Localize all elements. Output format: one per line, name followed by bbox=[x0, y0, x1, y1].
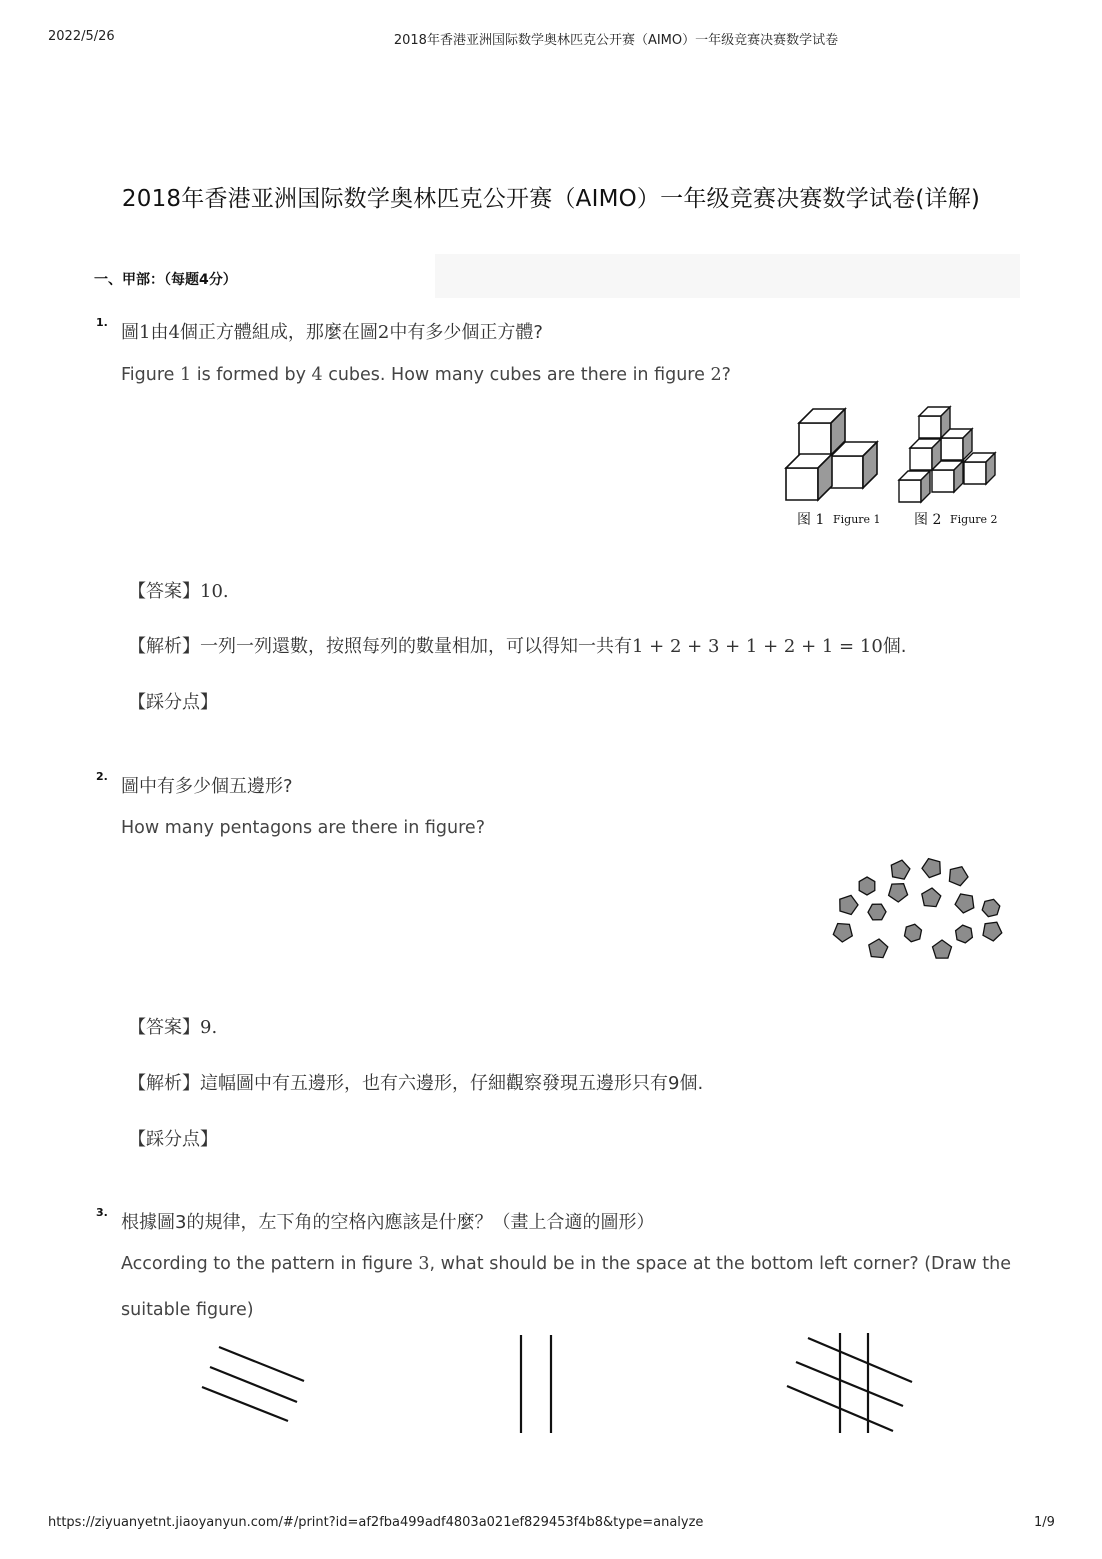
question-number: 2. bbox=[96, 770, 108, 783]
question-text-en: How many pentagons are there in figure? bbox=[121, 818, 485, 838]
analysis-line: 【解析】這幅圖中有五邊形，也有六邊形，仔細觀察發現五邊形只有9個. bbox=[128, 1073, 704, 1094]
figure2-caption-en: Figure 2 bbox=[950, 513, 998, 526]
figure1-caption-en: Figure 1 bbox=[833, 513, 881, 526]
scoring-points: 【踩分点】 bbox=[128, 1129, 218, 1150]
print-header-title: 2018年香港亚洲国际数学奥林匹克公开赛（AIMO）一年级竞赛决赛数学试卷 bbox=[393, 33, 839, 48]
question-text-zh: 圖1由4個正方體組成，那麼在圖2中有多少個正方體? bbox=[121, 322, 543, 343]
answer-line: 【答案】9. bbox=[128, 1017, 218, 1038]
question-number: 1. bbox=[96, 316, 108, 329]
page-url: https://ziyuanyetnt.jiaoyanyun.com/#/print?id=af2fba499adf4803a021ef829453f4b8&type=analyze bbox=[48, 1515, 704, 1530]
answer-line: 【答案】10. bbox=[128, 581, 229, 602]
pattern-diagonal-line bbox=[808, 1338, 912, 1382]
page-title: 2018年香港亚洲国际数学奥林匹克公开赛（AIMO）一年级竞赛决赛数学试卷(详解) bbox=[121, 186, 981, 212]
question-text-zh: 根據圖3的規律，左下角的空格內應該是什麼？（畫上合適的圖形） bbox=[121, 1212, 655, 1233]
analysis-line: 【解析】一列一列還數，按照每列的數量相加，可以得知一共有1 + 2 + 3 + 1 + 2 + 1 = 10個. bbox=[128, 636, 907, 657]
figure2-caption-zh: 图 2 bbox=[914, 512, 942, 528]
print-date: 2022/5/26 bbox=[48, 29, 115, 44]
question-text-en-cont: suitable figure) bbox=[121, 1300, 254, 1320]
section-label: 一、甲部：（每题4分） bbox=[94, 272, 237, 288]
question-number: 3. bbox=[96, 1206, 108, 1219]
pattern-diagonal-line bbox=[796, 1362, 903, 1406]
figure1-caption-zh: 图 1 bbox=[797, 512, 825, 528]
question-text-en: According to the pattern in figure 3, what should be in the space at the bottom left corner? (Draw the bbox=[121, 1254, 1012, 1274]
page-number: 1/9 bbox=[1034, 1515, 1055, 1530]
question-text-en: Figure 1 is formed by 4 cubes. How many cubes are there in figure 2? bbox=[121, 365, 731, 385]
scoring-points: 【踩分点】 bbox=[128, 692, 218, 713]
question-text-zh: 圖中有多少個五邊形? bbox=[121, 776, 293, 797]
